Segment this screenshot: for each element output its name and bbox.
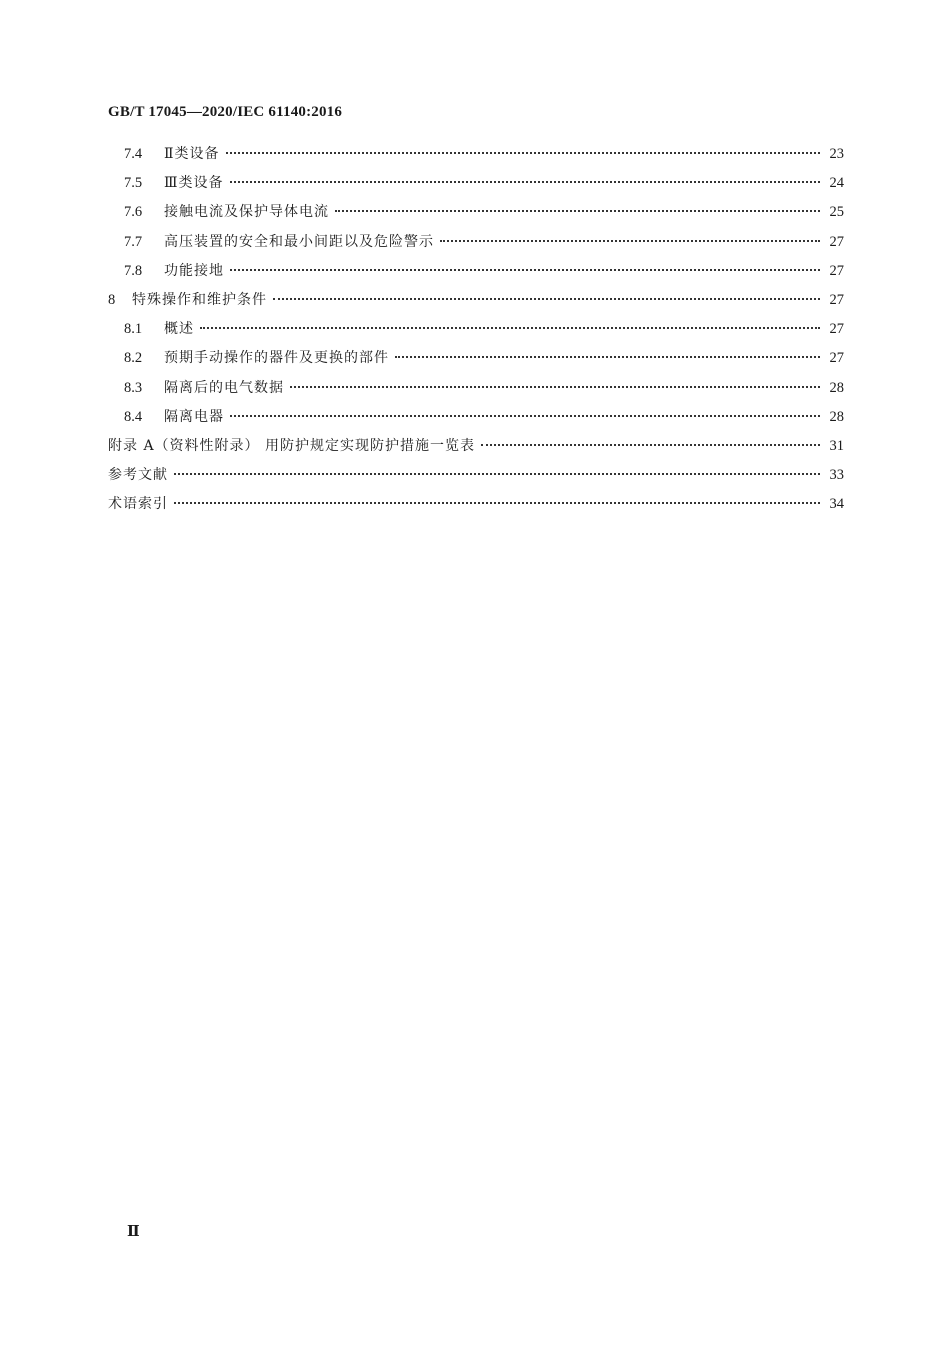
toc-leader-dots xyxy=(200,327,820,329)
toc-leader-dots xyxy=(481,444,820,446)
toc-entry-page: 25 xyxy=(829,204,844,221)
toc-leader-dots xyxy=(230,181,820,183)
toc-leader-dots xyxy=(395,356,820,358)
toc-entry-number: 7.6 xyxy=(124,204,143,221)
toc-leader-dots xyxy=(335,210,820,212)
toc-entry-title: Ⅱ类设备 xyxy=(164,146,220,162)
toc-leader-dots xyxy=(273,298,820,300)
page-number: Ⅱ xyxy=(127,1224,140,1240)
toc-entry[interactable] xyxy=(108,406,844,435)
toc-entry-title: 接触电流及保护导体电流 xyxy=(164,204,329,221)
toc-entry-number: 7.7 xyxy=(124,233,143,250)
toc-entry-title: Ⅲ类设备 xyxy=(164,175,224,192)
toc-entry-number: 8 xyxy=(108,291,116,308)
toc-entry[interactable] xyxy=(108,260,844,289)
toc-entry-page: 24 xyxy=(829,175,844,192)
document-header: GB/T 17045—2020/IEC 61140:2016 xyxy=(108,104,343,120)
toc-entry-page: 27 xyxy=(829,233,844,250)
toc-leader-dots xyxy=(226,152,820,154)
toc-entry-number: 7.8 xyxy=(124,262,143,279)
toc-entry-page: 28 xyxy=(829,408,844,425)
toc-entry-title: 特殊操作和维护条件 xyxy=(132,291,267,308)
toc-entry[interactable] xyxy=(108,289,844,318)
toc-entry-title: 隔离电器 xyxy=(164,408,224,425)
toc-entry-page: 31 xyxy=(829,437,844,454)
toc-entry-title: 功能接地 xyxy=(164,262,224,279)
toc-entry-page: 27 xyxy=(829,262,844,279)
toc-entry[interactable] xyxy=(108,377,844,406)
toc-entry-title: 高压装置的安全和最小间距以及危险警示 xyxy=(164,233,434,250)
toc-entry-title: 附录 A（资料性附录） 用防护规定实现防护措施一览表 xyxy=(108,437,476,454)
toc-leader-dots xyxy=(174,502,820,504)
toc-entry-title: 预期手动操作的器件及更换的部件 xyxy=(164,350,389,367)
toc-entry-bibliography[interactable] xyxy=(108,464,844,493)
toc-entry[interactable] xyxy=(108,201,844,230)
toc-entry[interactable] xyxy=(108,172,844,201)
toc-entry-annex[interactable] xyxy=(108,435,844,464)
toc-entry-number: 8.3 xyxy=(124,379,143,396)
toc-entry-title: 隔离后的电气数据 xyxy=(164,379,284,396)
toc-entry[interactable] xyxy=(108,231,844,260)
toc-leader-dots xyxy=(174,473,820,475)
toc-entry-number: 7.5 xyxy=(124,175,143,192)
toc-entry-number: 7.4 xyxy=(124,146,143,162)
table-of-contents xyxy=(108,143,844,522)
toc-entry-title: 概述 xyxy=(164,321,194,338)
toc-entry-page: 27 xyxy=(829,291,844,308)
toc-entry[interactable] xyxy=(108,347,844,376)
toc-entry-title: 参考文献 xyxy=(108,467,168,484)
toc-entry-page: 33 xyxy=(829,467,844,484)
toc-entry[interactable] xyxy=(108,143,844,172)
toc-leader-dots xyxy=(290,386,820,388)
toc-entry-number: 8.4 xyxy=(124,408,143,425)
toc-entry-title: 术语索引 xyxy=(108,496,168,513)
toc-entry-page: 23 xyxy=(829,146,844,162)
toc-leader-dots xyxy=(230,269,820,271)
toc-entry-page: 34 xyxy=(829,496,844,513)
toc-leader-dots xyxy=(230,415,820,417)
toc-entry[interactable] xyxy=(108,318,844,347)
toc-entry-page: 27 xyxy=(829,321,844,338)
toc-entry-index[interactable] xyxy=(108,493,844,522)
toc-leader-dots xyxy=(440,240,820,242)
toc-entry-page: 28 xyxy=(829,379,844,396)
toc-entry-number: 8.1 xyxy=(124,321,143,338)
toc-entry-number: 8.2 xyxy=(124,350,143,367)
toc-entry-page: 27 xyxy=(829,350,844,367)
